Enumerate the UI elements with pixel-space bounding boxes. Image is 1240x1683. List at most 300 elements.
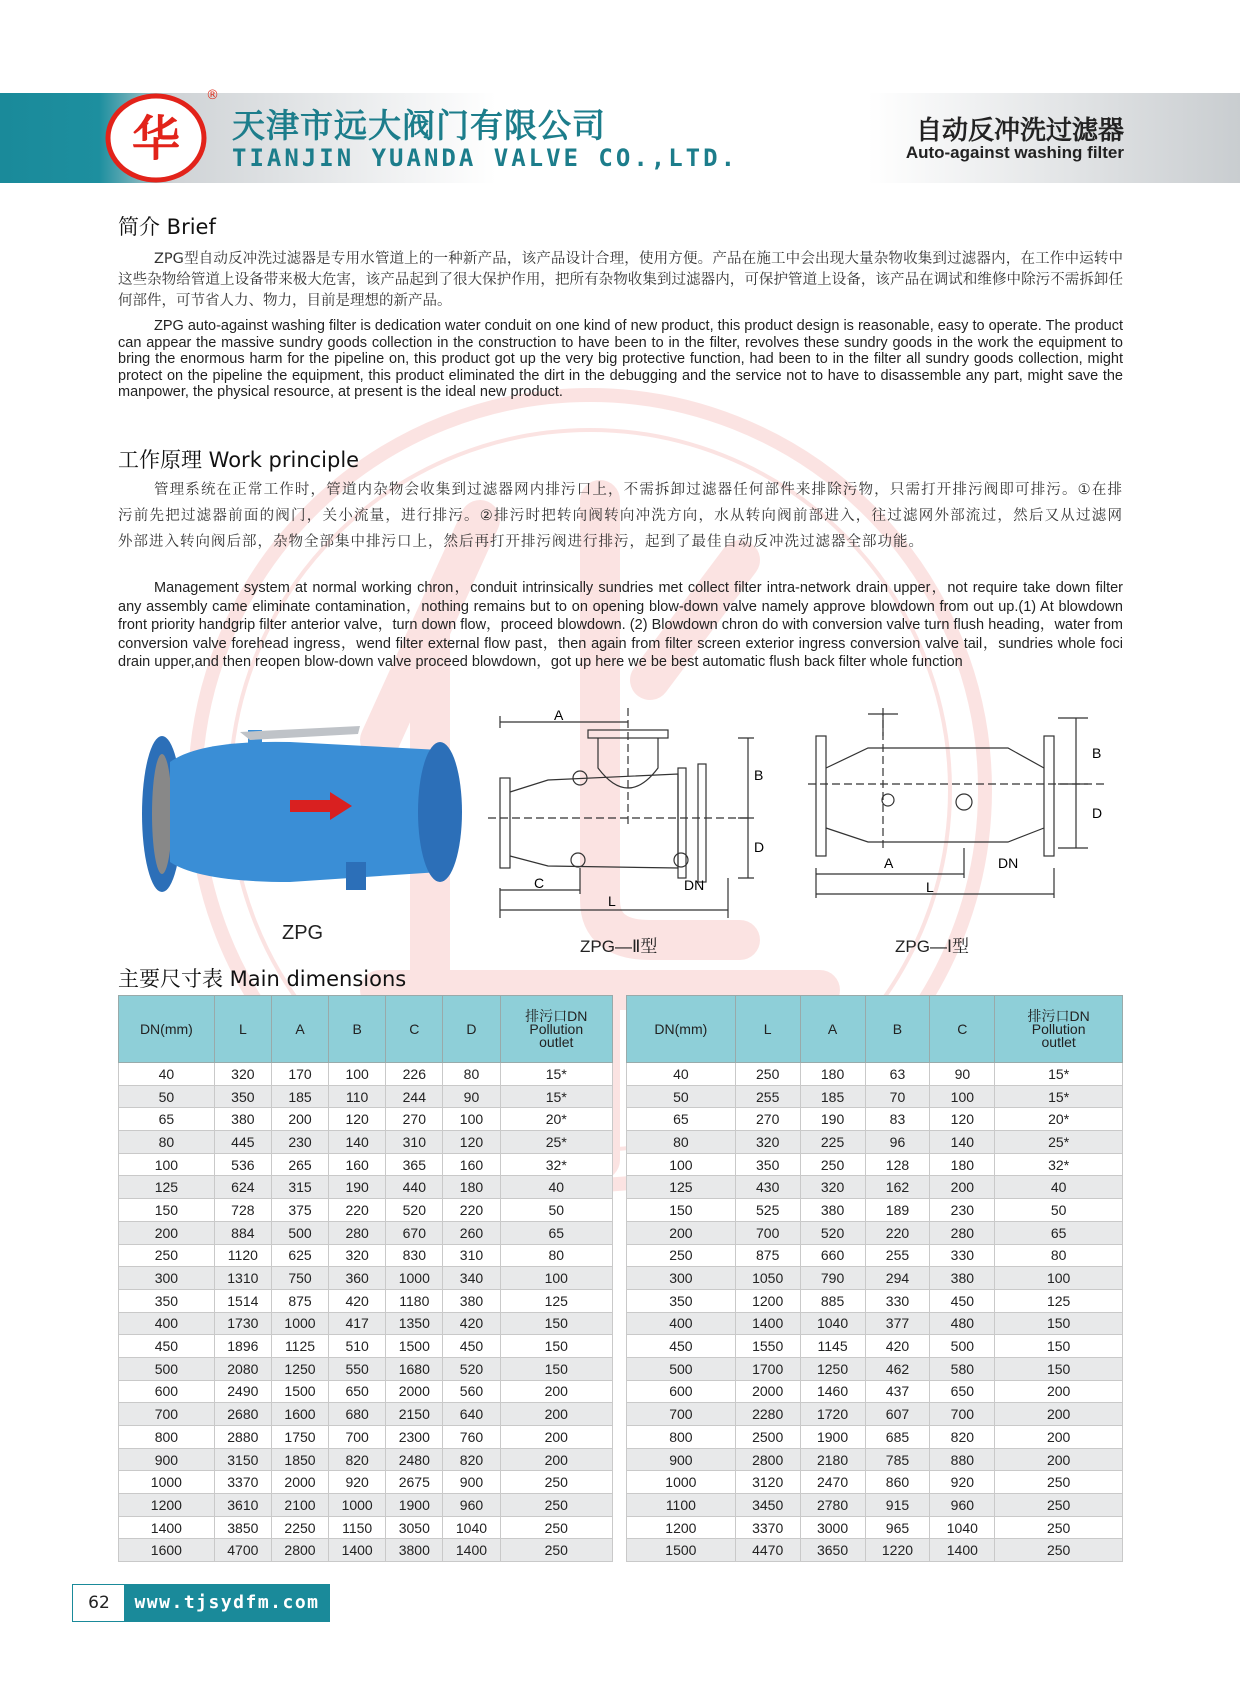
table-cell: 820 [930, 1426, 995, 1449]
table-cell: 3000 [800, 1516, 865, 1539]
table-row [119, 1085, 613, 1108]
outlet-header-line: Pollution [1031, 1020, 1086, 1037]
table-cell: 1000 [329, 1494, 386, 1517]
table-cell: 2180 [800, 1448, 865, 1471]
table-cell: 377 [865, 1312, 930, 1335]
dim-a-label-2: A [884, 855, 894, 871]
table-cell: 80 [443, 1063, 500, 1086]
table-cell: 1250 [271, 1357, 328, 1380]
table-cell: 375 [271, 1199, 328, 1222]
table-cell: 20* [995, 1108, 1123, 1131]
table-row [627, 1539, 1123, 1562]
table-cell: 400 [119, 1312, 215, 1335]
table-cell: 170 [271, 1063, 328, 1086]
table-cell: 250 [800, 1153, 865, 1176]
table-cell: 100 [500, 1267, 612, 1290]
dim-d-label: D [754, 839, 765, 855]
table-cell: 3120 [735, 1471, 800, 1494]
photo-label: ZPG [282, 922, 324, 944]
table-cell: 2800 [271, 1539, 328, 1562]
table-cell: 3050 [386, 1516, 443, 1539]
table-cell: 3450 [735, 1494, 800, 1517]
table-row [627, 1176, 1123, 1199]
table-cell: 200 [500, 1403, 612, 1426]
table-cell: 260 [443, 1221, 500, 1244]
outlet-header-line: outlet [1041, 1033, 1076, 1050]
table-cell: 150 [627, 1199, 736, 1222]
outlet-header-line: 排污口DN [525, 1007, 588, 1024]
table-cell: 417 [329, 1312, 386, 1335]
table-cell: 15* [500, 1085, 612, 1108]
table-cell: 430 [735, 1176, 800, 1199]
table-cell: 1750 [271, 1426, 328, 1449]
table-cell: 790 [800, 1267, 865, 1290]
drawing-zpg-2-label: ZPG—Ⅱ型 [580, 937, 658, 956]
table-cell: 1514 [214, 1289, 271, 1312]
table-cell: 1145 [800, 1335, 865, 1358]
table-cell: 2480 [386, 1448, 443, 1471]
table-cell: 96 [865, 1131, 930, 1154]
table-cell: 500 [271, 1221, 328, 1244]
table-cell: 365 [386, 1153, 443, 1176]
table-cell: 250 [500, 1471, 612, 1494]
table-row [627, 1085, 1123, 1108]
table-cell: 80 [500, 1244, 612, 1267]
table-cell: 420 [329, 1289, 386, 1312]
drawing-zpg-1 [808, 708, 1118, 908]
table-cell: 875 [271, 1289, 328, 1312]
table-row [627, 1403, 1123, 1426]
table-cell: 500 [627, 1357, 736, 1380]
column-header-outlet [500, 996, 612, 1063]
table-cell: 350 [735, 1153, 800, 1176]
table-cell: 65 [627, 1108, 736, 1131]
table-row [627, 1131, 1123, 1154]
table-cell: 65 [500, 1221, 612, 1244]
dimensions-table-zpg-1 [626, 995, 1123, 1562]
table-cell: 300 [627, 1267, 736, 1290]
table-cell: 4700 [214, 1539, 271, 1562]
table-row [627, 1335, 1123, 1358]
table-cell: 450 [119, 1335, 215, 1358]
table-cell: 150 [500, 1357, 612, 1380]
table-cell: 685 [865, 1426, 930, 1449]
table-cell: 2300 [386, 1426, 443, 1449]
table-cell: 225 [800, 1131, 865, 1154]
table-cell: 25* [500, 1131, 612, 1154]
table-row [627, 1063, 1123, 1086]
table-cell: 250 [995, 1494, 1123, 1517]
table-cell: 80 [119, 1131, 215, 1154]
table-cell: 480 [930, 1312, 995, 1335]
table-cell: 185 [271, 1085, 328, 1108]
table-row [119, 1176, 613, 1199]
table-cell: 1220 [865, 1539, 930, 1562]
column-header: C [386, 996, 443, 1063]
table-cell: 960 [930, 1494, 995, 1517]
table-cell: 90 [930, 1063, 995, 1086]
table-cell: 2000 [735, 1380, 800, 1403]
table-cell: 350 [627, 1289, 736, 1312]
table-cell: 607 [865, 1403, 930, 1426]
table-cell: 2150 [386, 1403, 443, 1426]
table-row [119, 1335, 613, 1358]
table-cell: 360 [329, 1267, 386, 1290]
table-cell: 2675 [386, 1471, 443, 1494]
table-cell: 220 [329, 1199, 386, 1222]
product-title-cn: 自动反冲洗过滤器 [915, 116, 1124, 146]
table-cell: 140 [329, 1131, 386, 1154]
table-cell: 1550 [735, 1335, 800, 1358]
work-principle-title: 工作原理 Work principle [118, 448, 360, 472]
table-cell: 250 [500, 1516, 612, 1539]
table-cell: 445 [214, 1131, 271, 1154]
table-cell: 65 [119, 1108, 215, 1131]
table-cell: 1730 [214, 1312, 271, 1335]
table-cell: 2680 [214, 1403, 271, 1426]
dim-l-label: L [608, 893, 616, 909]
table-cell: 1400 [735, 1312, 800, 1335]
table-cell: 560 [443, 1380, 500, 1403]
table-cell: 2880 [214, 1426, 271, 1449]
table-cell: 1040 [930, 1516, 995, 1539]
table-cell: 200 [995, 1403, 1123, 1426]
table-cell: 15* [995, 1063, 1123, 1086]
table-cell: 380 [443, 1289, 500, 1312]
page-number: 62 [72, 1584, 126, 1622]
table-cell: 100 [443, 1108, 500, 1131]
table-cell: 250 [735, 1063, 800, 1086]
table-cell: 220 [865, 1221, 930, 1244]
brief-title: 简介 Brief [118, 215, 216, 239]
table-cell: 536 [214, 1153, 271, 1176]
table-cell: 350 [119, 1289, 215, 1312]
table-cell: 160 [443, 1153, 500, 1176]
table-row [119, 1380, 613, 1403]
table-cell: 83 [865, 1108, 930, 1131]
table-cell: 15* [995, 1085, 1123, 1108]
table-cell: 100 [930, 1085, 995, 1108]
drawing-zpg-2 [488, 708, 778, 918]
dimensions-table-zpg-2 [118, 995, 613, 1562]
table-cell: 255 [865, 1244, 930, 1267]
table-cell: 200 [500, 1448, 612, 1471]
table-cell: 220 [443, 1199, 500, 1222]
table-cell: 525 [735, 1199, 800, 1222]
table-cell: 50 [627, 1085, 736, 1108]
table-cell: 50 [995, 1199, 1123, 1222]
table-row [119, 1063, 613, 1086]
work-principle-text-en: Management system at normal working chron，conduit intrinsically sundries met collect filter intra-network drain upper，not require take down filter any assembly came eliminate contamination，nothing remains but to on opening blow-down valve namely approve blowdown from out up.(1) At blowdown front priority handgrip filter anterior valve，turn down flow，proceed blowdown. (2) Blowdown chron do with conversion valve turn flush heading，water from conversion valve forehead ingress，wend filter external flow past，then again from filter screen exterior ingress conversion valve tail，sundries whole foci drain upper,and then reopen blow-down valve proceed blowdown，got up here we be best automatic flush back filter whole function [118, 580, 1123, 670]
table-cell: 180 [443, 1176, 500, 1199]
table-cell: 125 [995, 1289, 1123, 1312]
table-cell: 2000 [386, 1380, 443, 1403]
table-row [119, 1153, 613, 1176]
table-row [119, 1199, 613, 1222]
table-cell: 660 [800, 1244, 865, 1267]
table-cell: 1200 [119, 1494, 215, 1517]
table-row [627, 1516, 1123, 1539]
table-cell: 200 [271, 1108, 328, 1131]
table-cell: 1500 [386, 1335, 443, 1358]
table-cell: 244 [386, 1085, 443, 1108]
table-cell: 1000 [627, 1471, 736, 1494]
column-header: D [443, 996, 500, 1063]
table-cell: 294 [865, 1267, 930, 1290]
drawing-zpg-1-label: ZPG—Ⅰ型 [895, 937, 969, 956]
table-cell: 400 [627, 1312, 736, 1335]
table-cell: 1120 [214, 1244, 271, 1267]
column-header: C [930, 996, 995, 1063]
logo-char: 华 [131, 111, 181, 167]
table-cell: 462 [865, 1357, 930, 1380]
dim-d-label-2: D [1092, 805, 1103, 821]
table-cell: 180 [800, 1063, 865, 1086]
table-cell: 884 [214, 1221, 271, 1244]
table-cell: 120 [443, 1131, 500, 1154]
table-row [627, 1357, 1123, 1380]
dim-c-label: C [534, 875, 545, 891]
table-cell: 230 [271, 1131, 328, 1154]
table-cell: 700 [735, 1221, 800, 1244]
table-cell: 2800 [735, 1448, 800, 1471]
table-row [119, 1108, 613, 1131]
table-cell: 200 [930, 1176, 995, 1199]
table-cell: 520 [386, 1199, 443, 1222]
table-cell: 3150 [214, 1448, 271, 1471]
table-cell: 830 [386, 1244, 443, 1267]
table-cell: 63 [865, 1063, 930, 1086]
column-header: B [329, 996, 386, 1063]
table-cell: 2000 [271, 1471, 328, 1494]
table-cell: 40 [995, 1176, 1123, 1199]
table-cell: 265 [271, 1153, 328, 1176]
table-cell: 1400 [119, 1516, 215, 1539]
table-cell: 1200 [735, 1289, 800, 1312]
table-cell: 1000 [386, 1267, 443, 1290]
table-cell: 3610 [214, 1494, 271, 1517]
table-cell: 200 [500, 1426, 612, 1449]
table-cell: 1700 [735, 1357, 800, 1380]
column-header: DN(mm) [119, 996, 215, 1063]
table-cell: 700 [627, 1403, 736, 1426]
dim-dn-label-2: DN [998, 855, 1019, 871]
table-cell: 250 [627, 1244, 736, 1267]
dim-a-label: A [554, 708, 564, 723]
table-cell: 670 [386, 1221, 443, 1244]
table-cell: 150 [995, 1357, 1123, 1380]
table-cell: 15* [500, 1063, 612, 1086]
table-cell: 50 [119, 1085, 215, 1108]
table-cell: 190 [329, 1176, 386, 1199]
registered-mark: ® [206, 88, 219, 103]
table-row [627, 1221, 1123, 1244]
table-cell: 280 [329, 1221, 386, 1244]
table-cell: 625 [271, 1244, 328, 1267]
table-header-row [119, 996, 613, 1063]
table-cell: 40 [119, 1063, 215, 1086]
table-cell: 90 [443, 1085, 500, 1108]
table-cell: 270 [735, 1108, 800, 1131]
table-cell: 965 [865, 1516, 930, 1539]
table-row [627, 1108, 1123, 1131]
table-cell: 40 [500, 1176, 612, 1199]
table-cell: 1500 [271, 1380, 328, 1403]
table-cell: 120 [930, 1108, 995, 1131]
brief-text-cn: ZPG型自动反冲洗过滤器是专用水管道上的一种新产品，该产品设计合理，使用方便。产品在施工中会出现大量杂物收集到过滤器内，在工作中运转中这些杂物给管道上设备带来极大危害，该产品起到了很大保护作用，把所有杂物收集到过滤器内，可保护管道上设备，该产品在调试和维修中除污不需拆卸任何部件，可节省人力、物力，目前是理想的新产品。 [118, 251, 1123, 309]
table-cell: 520 [443, 1357, 500, 1380]
table-cell: 150 [995, 1335, 1123, 1358]
table-cell: 875 [735, 1244, 800, 1267]
dimensions-title: 主要尺寸表 Main dimensions [118, 967, 407, 991]
product-title-en: Auto-against washing filter [905, 143, 1124, 162]
company-name-en: TIANJIN YUANDA VALVE CO.,LTD. [232, 144, 739, 172]
table-cell: 4470 [735, 1539, 800, 1562]
table-row [119, 1131, 613, 1154]
table-cell: 785 [865, 1448, 930, 1471]
table-cell: 380 [800, 1199, 865, 1222]
table-cell: 310 [443, 1244, 500, 1267]
table-cell: 320 [329, 1244, 386, 1267]
table-row [119, 1471, 613, 1494]
column-header-outlet [995, 996, 1123, 1063]
table-cell: 200 [995, 1380, 1123, 1403]
table-cell: 450 [930, 1289, 995, 1312]
table-cell: 500 [119, 1357, 215, 1380]
table-cell: 820 [329, 1448, 386, 1471]
table-row [119, 1426, 613, 1449]
table-cell: 1900 [800, 1426, 865, 1449]
table-cell: 300 [119, 1267, 215, 1290]
table-cell: 750 [271, 1267, 328, 1290]
table-cell: 1125 [271, 1335, 328, 1358]
table-cell: 880 [930, 1448, 995, 1471]
column-header: A [800, 996, 865, 1063]
table-row [627, 1267, 1123, 1290]
outlet-header-line: Pollution [529, 1020, 584, 1037]
outlet-header-line: 排污口DN [1027, 1007, 1090, 1024]
table-cell: 110 [329, 1085, 386, 1108]
table-cell: 1200 [627, 1516, 736, 1539]
table-cell: 20* [500, 1108, 612, 1131]
table-cell: 2490 [214, 1380, 271, 1403]
table-cell: 25* [995, 1131, 1123, 1154]
table-cell: 680 [329, 1403, 386, 1426]
table-cell: 80 [995, 1244, 1123, 1267]
table-cell: 1400 [930, 1539, 995, 1562]
table-cell: 550 [329, 1357, 386, 1380]
table-cell: 1600 [271, 1403, 328, 1426]
column-header: A [271, 996, 328, 1063]
table-cell: 440 [386, 1176, 443, 1199]
table-cell: 1500 [627, 1539, 736, 1562]
outlet-header-line: outlet [539, 1033, 574, 1050]
table-cell: 650 [930, 1380, 995, 1403]
table-cell: 600 [119, 1380, 215, 1403]
table-row [119, 1357, 613, 1380]
table-row [627, 1471, 1123, 1494]
table-cell: 250 [500, 1494, 612, 1517]
table-cell: 1600 [119, 1539, 215, 1562]
table-cell: 1150 [329, 1516, 386, 1539]
work-principle-text-cn: 管理系统在正常工作时，管道内杂物会收集到过滤器网内排污口上，不需拆卸过滤器任何部件来排除污物，只需打开排污阀即可排污。①在排污前先把过滤器前面的阀门，关小流量，进行排污。②排污时把转向阀转向冲洗方向，水从转向阀前部进入，往过滤网外部流过，然后又从过滤网外部进入转向阀后部，杂物全部集中排污口上，然后再打开排污阀进行排污，起到了最佳自动反冲洗过滤器全部功能。 [118, 482, 1123, 550]
column-header: B [865, 996, 930, 1063]
table-row [119, 1494, 613, 1517]
table-row [119, 1539, 613, 1562]
table-cell: 3850 [214, 1516, 271, 1539]
table-cell: 1850 [271, 1448, 328, 1471]
table-cell: 250 [995, 1516, 1123, 1539]
table-cell: 125 [119, 1176, 215, 1199]
table-row [627, 1494, 1123, 1517]
table-cell: 200 [995, 1448, 1123, 1471]
table-cell: 450 [443, 1335, 500, 1358]
company-name-cn: 天津市远大阀门有限公司 [232, 106, 606, 145]
table-cell: 315 [271, 1176, 328, 1199]
table-cell: 437 [865, 1380, 930, 1403]
table-cell: 510 [329, 1335, 386, 1358]
table-row [627, 1289, 1123, 1312]
table-cell: 230 [930, 1199, 995, 1222]
table-cell: 700 [119, 1403, 215, 1426]
table-cell: 760 [443, 1426, 500, 1449]
table-cell: 1400 [443, 1539, 500, 1562]
website-link[interactable]: www.tjsydfm.com [124, 1584, 330, 1622]
table-cell: 32* [500, 1153, 612, 1176]
table-cell: 226 [386, 1063, 443, 1086]
table-cell: 270 [386, 1108, 443, 1131]
table-row [627, 1312, 1123, 1335]
table-cell: 320 [735, 1131, 800, 1154]
table-cell: 600 [627, 1380, 736, 1403]
table-cell: 420 [443, 1312, 500, 1335]
table-cell: 320 [214, 1063, 271, 1086]
column-header: L [214, 996, 271, 1063]
dim-l-label-2: L [926, 879, 934, 895]
table-header-row [627, 996, 1123, 1063]
table-cell: 185 [800, 1085, 865, 1108]
table-cell: 500 [930, 1335, 995, 1358]
table-row [119, 1312, 613, 1335]
table-row [119, 1448, 613, 1471]
table-cell: 350 [214, 1085, 271, 1108]
table-cell: 624 [214, 1176, 271, 1199]
table-cell: 125 [627, 1176, 736, 1199]
table-cell: 280 [930, 1221, 995, 1244]
table-cell: 380 [214, 1108, 271, 1131]
table-cell: 250 [995, 1471, 1123, 1494]
table-cell: 330 [865, 1289, 930, 1312]
table-cell: 80 [627, 1131, 736, 1154]
table-cell: 65 [995, 1221, 1123, 1244]
table-cell: 640 [443, 1403, 500, 1426]
table-cell: 128 [865, 1153, 930, 1176]
table-cell: 885 [800, 1289, 865, 1312]
table-cell: 3370 [735, 1516, 800, 1539]
table-row [119, 1221, 613, 1244]
table-cell: 190 [800, 1108, 865, 1131]
table-cell: 450 [627, 1335, 736, 1358]
table-cell: 100 [627, 1153, 736, 1176]
table-cell: 1896 [214, 1335, 271, 1358]
table-cell: 250 [500, 1539, 612, 1562]
table-cell: 320 [800, 1176, 865, 1199]
table-cell: 250 [119, 1244, 215, 1267]
table-cell: 1040 [800, 1312, 865, 1335]
table-cell: 1100 [627, 1494, 736, 1517]
table-cell: 150 [995, 1312, 1123, 1335]
table-cell: 2250 [271, 1516, 328, 1539]
